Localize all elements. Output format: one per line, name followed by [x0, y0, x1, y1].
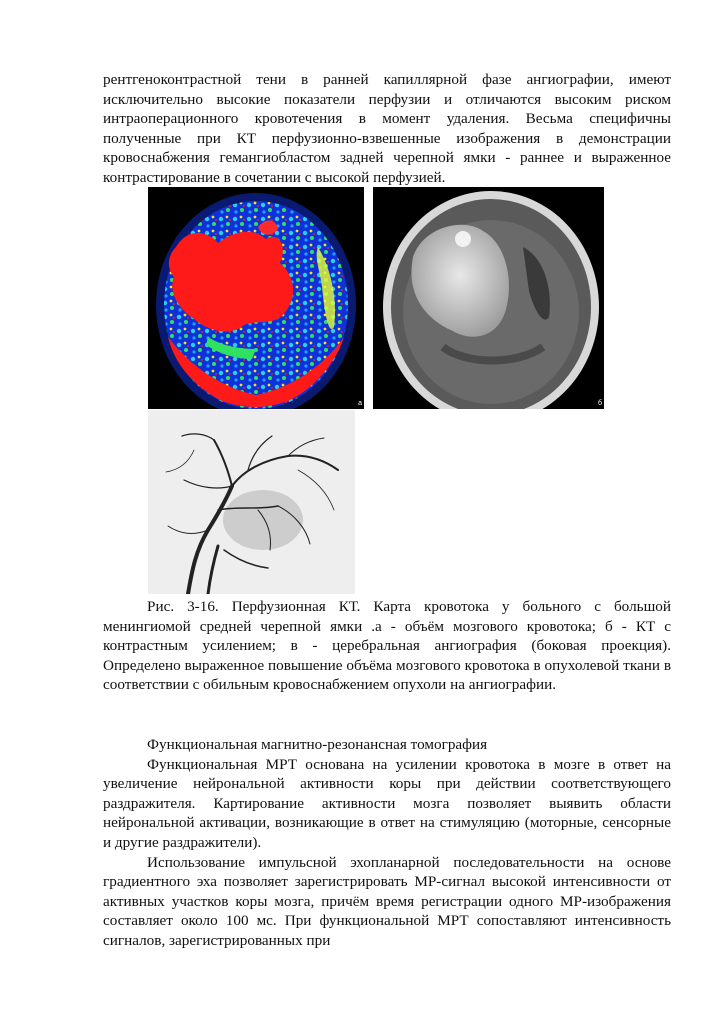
perfusion-ct-map-image [148, 187, 364, 409]
figure-label: Рис. 3-16. [147, 598, 219, 615]
section-heading: Функциональная магнитно-резонансная томография [147, 736, 488, 753]
section-paragraph-1: Функциональная МРТ основана на усилении кровотока в мозге в ответ на увеличение нейрональной активности коры при действии соответствующего раздражителя. Картирование активности мозга позволяет выявить области нейрональной активации, возникающие в ответ на стимуляцию (моторные, сенсорные и другие раздражители). [103, 755, 671, 851]
image-a-letter: a [358, 400, 362, 407]
section-paragraph-2: Использование импульсной эхопланарной последовательности на основе градиентного эха позволяет зарегистрировать МР-сигнал высокой интенсивности от активных участков коры мозга, причём время регистрации одного МР-изображения составляет около 100 мс. При функциональной МРТ сопоставляют интенсивность сигналов, зарегистрированных при [103, 853, 671, 949]
figure-caption [103, 597, 671, 695]
figure-caption-text: Перфузионная КТ. Карта кровотока у больного с большой менингиомой средней черепной ямки .а - объём мозгового кровотока; б - КТ с контрастным усилением; в - церебральная ангиография (боковая проекция). Определено выраженное повышение объёма мозгового кровотока в опухолевой ткани в соответствии с обильным кровоснабжением опухоли на ангиографии. [103, 598, 671, 694]
fmri-section [103, 735, 671, 951]
body-paragraph: рентгеноконтрастной тени в ранней капиллярной фазе ангиографии, имеют исключительно высокие показатели перфузии и отличаются высоким риском интраоперационного кровотечения в момент удаления. Весьма специфичны полученные при КТ перфузионно-взвешенные изображения в демонстрации кровоснабжения гемангиобластом задней черепной ямки - раннее и выраженное контрастирование в сочетании с высокой перфузией. [103, 71, 671, 186]
image-b-letter: б [597, 400, 602, 407]
top-paragraph-block [103, 70, 671, 188]
contrast-ct-image [373, 187, 604, 409]
cerebral-angiography-image [148, 410, 355, 594]
